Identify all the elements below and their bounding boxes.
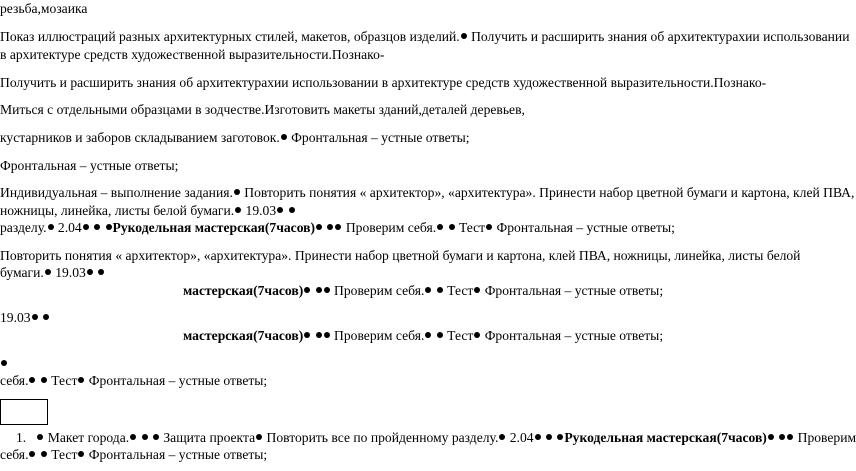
text-line-7: Фронтальная – устные ответы; — [0, 158, 179, 173]
bullet-icon — [304, 332, 310, 338]
bullet-icon — [324, 332, 330, 338]
bullet-icon — [153, 434, 159, 440]
bullet-icon — [41, 377, 47, 383]
bullet-icon — [48, 224, 54, 230]
bullet-icon — [425, 332, 431, 338]
text-line-4: Получить и расширить знания об архитектурахии использовании в архитектуре средств художественной выразительности.Познако- — [0, 75, 767, 90]
bullet-icon — [474, 287, 480, 293]
text-line-19: себя. Тест Фронтальная – устные ответы; — [0, 447, 268, 462]
bullet-icon — [474, 332, 480, 338]
text-line-5: Миться с отдельными образцами в зодчестве.Изготовить макеты зданий,деталей деревьев, — [0, 102, 525, 117]
bullet-icon — [106, 224, 112, 230]
bullet-icon — [437, 287, 443, 293]
bullet-icon — [289, 207, 295, 213]
bullet-icon — [546, 434, 552, 440]
bullet-icon — [557, 434, 563, 440]
bullet-icon — [277, 207, 283, 213]
bullet-icon — [316, 224, 322, 230]
text-line-10: разделу. 2.04 Рукодельная мастерская(7часов) Проверим себя. Тест Фронтальная – устные ответы; — [0, 220, 675, 235]
bullet-icon — [437, 332, 443, 338]
bullet-icon — [316, 332, 322, 338]
bullet-icon — [43, 314, 49, 320]
bullet-icon — [29, 451, 35, 457]
bullet-icon — [787, 434, 793, 440]
bullet-icon — [324, 287, 330, 293]
bullet-icon — [32, 314, 38, 320]
text-line-13: мастерская(7часов) Проверим себя. Тест Фронтальная – устные ответы; — [183, 283, 664, 298]
bullet-icon — [327, 224, 333, 230]
bullet-icon — [461, 33, 467, 39]
bullet-icon — [486, 224, 492, 230]
text-line-3: в архитектуре средств художественной выразительности.Познако- — [0, 47, 385, 62]
text-line-6: кустарников и заборов складыванием заготовок. Фронтальная – устные ответы; — [0, 130, 470, 145]
text-line-1: резьба,мозаика — [0, 1, 88, 16]
bullet-icon — [78, 451, 84, 457]
bullet-icon — [29, 377, 35, 383]
bullet-icon — [449, 224, 455, 230]
bullet-icon — [142, 434, 148, 440]
text-line-16 — [0, 356, 8, 372]
numbered-list-item: 1. Макет города. Защита проекта Повторить все по пройденному разделу. 2.04 Рукодельная мастерская(7часов) Проверим — [16, 430, 856, 445]
bullet-icon — [281, 134, 287, 140]
bullet-icon — [535, 434, 541, 440]
text-line-8: Индивидуальная – выполнение задания. Повторить понятия « архитектор», «архитектура». Принести набор цветной бумаги и картона, клей ПВА, — [0, 185, 855, 200]
bullet-icon — [87, 269, 93, 275]
bullet-icon — [425, 287, 431, 293]
bullet-icon — [316, 287, 322, 293]
bullet-icon — [130, 434, 136, 440]
text-line-12: бумаги. 19.03 — [0, 265, 105, 281]
bullet-icon — [235, 207, 241, 213]
text-line-9: ножницы, линейка, листы белой бумаги. 19.03 — [0, 203, 296, 219]
bullet-icon — [779, 434, 785, 440]
bullet-icon — [768, 434, 774, 440]
bullet-icon — [304, 287, 310, 293]
bullet-icon — [45, 269, 51, 275]
bullet-icon — [98, 269, 104, 275]
text-line-2: Показ иллюстраций разных архитектурных стилей, макетов, образцов изделий. Получить и расширить знания об архитектурахии использовании — [0, 29, 850, 44]
bullet-icon — [256, 434, 262, 440]
text-line-14: 19.03 — [0, 310, 50, 326]
text-line-11: Повторить понятия « архитектор», «архитектура». Принести набор цветной бумаги и картона, клей ПВА, ножницы, линейка, листы белой — [0, 248, 801, 263]
bullet-icon — [234, 189, 240, 195]
bullet-icon — [94, 224, 100, 230]
bullet-icon — [83, 224, 89, 230]
empty-table-cell — [0, 399, 48, 425]
text-line-15: мастерская(7часов) Проверим себя. Тест Фронтальная – устные ответы; — [183, 328, 664, 343]
bullet-icon — [37, 434, 43, 440]
bullet-icon — [41, 451, 47, 457]
bullet-icon — [335, 224, 341, 230]
bullet-icon — [78, 377, 84, 383]
bullet-icon — [499, 434, 505, 440]
bullet-icon — [437, 224, 443, 230]
text-line-17: себя. Тест Фронтальная – устные ответы; — [0, 373, 268, 388]
bullet-icon — [1, 360, 7, 366]
